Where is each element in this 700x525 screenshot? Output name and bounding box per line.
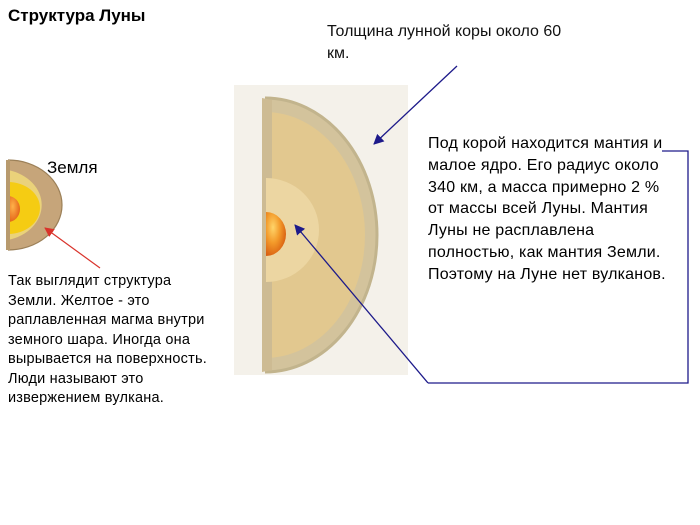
earth-description: Так выглядит структура Земли. Желтое - это раплавленная магма внутри земного шара. Иногда она вырывается на поверхность. Люди называют это извержением вулкана. bbox=[8, 273, 207, 406]
earth-label: Земля bbox=[47, 158, 98, 177]
earth-section-edge bbox=[6, 160, 10, 250]
earth-arrow bbox=[45, 228, 100, 268]
moon-cross-section bbox=[234, 85, 408, 375]
page-title: Структура Луны bbox=[8, 6, 146, 25]
crust-thickness-note: Толщина лунной коры около 60 км. bbox=[327, 23, 562, 62]
moon-description: Под корой находится мантия и малое ядро. Его радиус около 340 км, а масса примерно 2 % от массы всей Луны. Мантия Луны не расплавлена полностью, как мантия Земли. Поэтому на Луне нет вулканов. bbox=[428, 135, 666, 283]
